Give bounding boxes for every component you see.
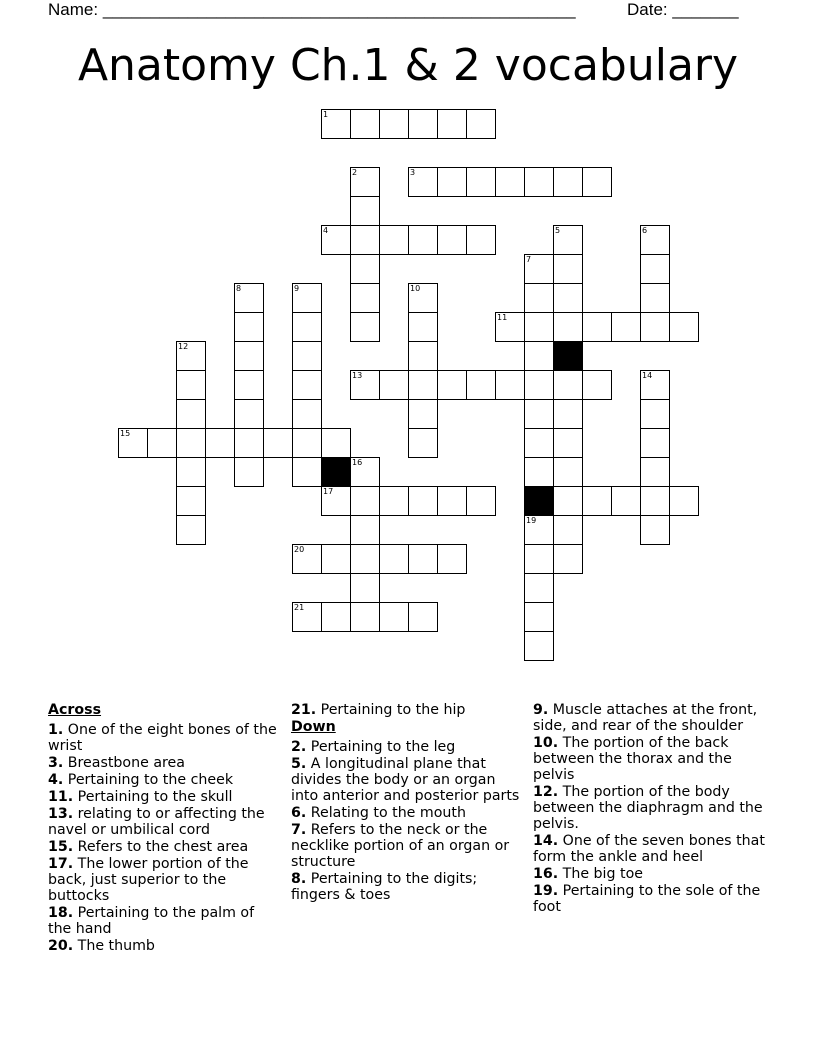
clue-number: 5 <box>555 226 561 235</box>
grid-cell[interactable] <box>350 544 380 574</box>
clue-item-number: 6. <box>291 805 307 821</box>
grid-cell[interactable] <box>524 341 554 371</box>
clue-item-number: 3. <box>48 755 64 771</box>
grid-cell[interactable] <box>640 312 670 342</box>
name-line: __________________________________________________ <box>102 0 576 19</box>
grid-cell[interactable] <box>234 312 264 342</box>
clue-item-number: 2. <box>291 739 307 755</box>
clue-item-number: 8. <box>291 871 307 887</box>
date-line: _______ <box>672 0 739 19</box>
grid-cell[interactable] <box>408 428 438 458</box>
clue-item-number: 20. <box>48 938 74 954</box>
clue-item <box>48 905 280 937</box>
clue-item-text: A longitudinal plane that divides the body or an organ into anterior and posterior parts <box>291 756 520 804</box>
clue-number: 14 <box>642 371 653 380</box>
clue-item <box>48 772 280 788</box>
grid-cell[interactable] <box>234 457 264 487</box>
clue-item-number: 10. <box>533 735 559 751</box>
clue-item-text: The lower portion of the back, just superior to the buttocks <box>48 856 249 904</box>
grid-cell[interactable] <box>553 515 583 545</box>
clue-item-text: One of the eight bones of the wrist <box>48 722 277 754</box>
grid-cell[interactable] <box>408 109 438 139</box>
grid-cell[interactable] <box>350 196 380 226</box>
clue-item-number: 19. <box>533 883 559 899</box>
grid-cell[interactable] <box>321 225 351 255</box>
grid-cell[interactable] <box>350 225 380 255</box>
clue-item <box>291 702 523 718</box>
grid-cell[interactable] <box>466 225 496 255</box>
grid-cell[interactable] <box>379 109 409 139</box>
page-title: Anatomy Ch.1 & 2 vocabulary <box>77 40 739 91</box>
grid-cell[interactable] <box>524 631 554 661</box>
clue-item <box>48 789 280 805</box>
grid-cell[interactable] <box>350 109 380 139</box>
clue-item <box>48 839 280 855</box>
clue-item-number: 15. <box>48 839 74 855</box>
clue-item-text: Pertaining to the digits; fingers & toes <box>291 871 478 903</box>
clue-item <box>533 883 773 915</box>
grid-cell[interactable] <box>437 370 467 400</box>
grid-cell[interactable] <box>408 167 438 197</box>
grid-cell[interactable] <box>553 457 583 487</box>
grid-cell[interactable] <box>553 225 583 255</box>
grid-cell[interactable] <box>408 225 438 255</box>
grid-cell[interactable] <box>437 225 467 255</box>
grid-cell[interactable] <box>437 167 467 197</box>
grid-cell[interactable] <box>524 167 554 197</box>
clue-item-text: The thumb <box>77 938 155 954</box>
clue-item-text: The portion of the back between the thorax and the pelvis <box>533 735 732 783</box>
clue-item-text: Relating to the mouth <box>310 805 466 821</box>
clue-item <box>48 806 280 838</box>
grid-cell[interactable] <box>118 428 148 458</box>
grid-cell[interactable] <box>379 602 409 632</box>
grid-cell[interactable] <box>524 312 554 342</box>
clue-number: 16 <box>352 458 363 467</box>
grid-cell[interactable] <box>350 515 380 545</box>
grid-cell[interactable] <box>611 312 641 342</box>
grid-cell[interactable] <box>582 486 612 516</box>
clue-number: 9 <box>294 284 300 293</box>
grid-cell[interactable] <box>350 486 380 516</box>
clue-number: 19 <box>526 516 537 525</box>
clue-section-heading: Across <box>48 702 102 718</box>
clue-item <box>533 784 773 832</box>
name-label: Name: <box>48 0 99 19</box>
clue-item-number: 17. <box>48 856 74 872</box>
grid-cell[interactable] <box>176 428 206 458</box>
grid-cell[interactable] <box>582 312 612 342</box>
grid-cell[interactable] <box>379 544 409 574</box>
grid-cell[interactable] <box>350 602 380 632</box>
clue-item-number: 4. <box>48 772 64 788</box>
clue-item <box>48 938 280 954</box>
grid-cell[interactable] <box>234 370 264 400</box>
grid-cell[interactable] <box>669 486 699 516</box>
grid-cell[interactable] <box>147 428 177 458</box>
black-cell <box>321 457 351 487</box>
clue-item-text: Pertaining to the sole of the foot <box>533 883 761 915</box>
grid-cell[interactable] <box>640 515 670 545</box>
clue-item <box>533 833 773 865</box>
grid-cell[interactable] <box>408 283 438 313</box>
clue-item-text: Pertaining to the hip <box>320 702 466 718</box>
grid-cell[interactable] <box>466 109 496 139</box>
grid-cell[interactable] <box>234 283 264 313</box>
clue-number: 12 <box>178 342 189 351</box>
grid-cell[interactable] <box>437 544 467 574</box>
clue-number: 10 <box>410 284 421 293</box>
grid-cell[interactable] <box>640 457 670 487</box>
clue-number: 3 <box>410 168 416 177</box>
grid-cell[interactable] <box>408 544 438 574</box>
date-label: Date: <box>627 0 668 19</box>
grid-cell[interactable] <box>176 515 206 545</box>
grid-cell[interactable] <box>379 486 409 516</box>
clues-column-2 <box>291 702 523 904</box>
grid-cell[interactable] <box>611 486 641 516</box>
clue-item <box>48 722 280 754</box>
grid-cell[interactable] <box>553 167 583 197</box>
grid-cell[interactable] <box>408 486 438 516</box>
clue-item-number: 9. <box>533 702 549 718</box>
grid-cell[interactable] <box>292 544 322 574</box>
grid-cell[interactable] <box>292 283 322 313</box>
clue-item-text: Pertaining to the leg <box>310 739 456 755</box>
grid-cell[interactable] <box>292 428 322 458</box>
clue-number: 18 <box>526 487 537 496</box>
clues-column-3 <box>533 702 773 916</box>
grid-cell[interactable] <box>524 457 554 487</box>
clue-item-number: 11. <box>48 789 74 805</box>
clue-item <box>291 871 523 903</box>
grid-cell[interactable] <box>234 399 264 429</box>
grid-cell[interactable] <box>263 428 293 458</box>
grid-cell[interactable] <box>669 312 699 342</box>
clue-number: 21 <box>294 603 305 612</box>
grid-cell[interactable] <box>524 283 554 313</box>
clue-item <box>291 739 523 755</box>
clue-item <box>48 755 280 771</box>
grid-cell[interactable] <box>234 428 264 458</box>
clue-item <box>533 702 773 734</box>
grid-cell[interactable] <box>553 399 583 429</box>
grid-cell[interactable] <box>205 428 235 458</box>
clue-item-text: Refers to the neck or the necklike portion of an organ or structure <box>291 822 510 870</box>
grid-cell[interactable] <box>234 341 264 371</box>
grid-cell[interactable] <box>176 399 206 429</box>
grid-cell[interactable] <box>640 399 670 429</box>
clue-item-number: 7. <box>291 822 307 838</box>
grid-cell[interactable] <box>321 544 351 574</box>
clue-item-number: 13. <box>48 806 74 822</box>
clue-item <box>291 805 523 821</box>
grid-cell[interactable] <box>553 370 583 400</box>
clues-column-1 <box>48 702 280 955</box>
grid-cell[interactable] <box>553 486 583 516</box>
grid-cell[interactable] <box>437 109 467 139</box>
clue-item <box>291 756 523 804</box>
grid-cell[interactable] <box>292 399 322 429</box>
clue-number: 6 <box>642 226 648 235</box>
clue-item-text: Pertaining to the cheek <box>67 772 234 788</box>
grid-cell[interactable] <box>553 428 583 458</box>
grid-cell[interactable] <box>321 428 351 458</box>
grid-cell[interactable] <box>176 457 206 487</box>
grid-cell[interactable] <box>408 341 438 371</box>
grid-cell[interactable] <box>408 370 438 400</box>
grid-cell[interactable] <box>292 457 322 487</box>
grid-cell[interactable] <box>350 573 380 603</box>
grid-cell[interactable] <box>408 399 438 429</box>
grid-cell[interactable] <box>524 254 554 284</box>
black-cell <box>553 341 583 371</box>
grid-cell[interactable] <box>292 312 322 342</box>
grid-cell[interactable] <box>466 486 496 516</box>
clue-number: 4 <box>323 226 329 235</box>
grid-cell[interactable] <box>495 370 525 400</box>
grid-cell[interactable] <box>379 225 409 255</box>
grid-cell[interactable] <box>582 370 612 400</box>
clue-number: 8 <box>236 284 242 293</box>
grid-cell[interactable] <box>321 109 351 139</box>
clue-item <box>48 856 280 904</box>
clue-number: 7 <box>526 255 532 264</box>
clue-number: 15 <box>120 429 131 438</box>
grid-cell[interactable] <box>553 254 583 284</box>
grid-cell[interactable] <box>408 602 438 632</box>
grid-cell[interactable] <box>524 428 554 458</box>
clue-number: 20 <box>294 545 305 554</box>
clue-item-number: 1. <box>48 722 64 738</box>
grid-cell[interactable] <box>640 486 670 516</box>
clue-item-text: The portion of the body between the diaphragm and the pelvis. <box>533 784 763 832</box>
grid-cell[interactable] <box>553 544 583 574</box>
grid-cell[interactable] <box>524 370 554 400</box>
clue-number: 13 <box>352 371 363 380</box>
grid-cell[interactable] <box>524 602 554 632</box>
clue-item <box>533 735 773 783</box>
grid-cell[interactable] <box>176 370 206 400</box>
clue-item-text: The big toe <box>562 866 643 882</box>
clue-item-number: 5. <box>291 756 307 772</box>
grid-cell[interactable] <box>524 573 554 603</box>
grid-cell[interactable] <box>321 602 351 632</box>
grid-cell[interactable] <box>176 486 206 516</box>
clue-item-number: 21. <box>291 702 317 718</box>
clue-number: 11 <box>497 313 508 322</box>
grid-cell[interactable] <box>292 602 322 632</box>
clue-item-text: Breastbone area <box>67 755 185 771</box>
clue-section-heading: Down <box>291 719 336 735</box>
grid-cell[interactable] <box>350 254 380 284</box>
grid-cell[interactable] <box>292 341 322 371</box>
grid-cell[interactable] <box>582 167 612 197</box>
grid-cell[interactable] <box>321 486 351 516</box>
clue-number: 2 <box>352 168 358 177</box>
clue-item <box>291 822 523 870</box>
grid-cell[interactable] <box>176 341 206 371</box>
grid-cell[interactable] <box>495 312 525 342</box>
clue-item-number: 14. <box>533 833 559 849</box>
clue-item-text: One of the seven bones that form the ankle and heel <box>533 833 765 865</box>
grid-cell[interactable] <box>350 283 380 313</box>
grid-cell[interactable] <box>292 370 322 400</box>
grid-cell[interactable] <box>379 370 409 400</box>
clue-item-text: Pertaining to the skull <box>77 789 233 805</box>
clue-item-text: Muscle attaches at the front, side, and rear of the shoulder <box>533 702 758 734</box>
grid-cell[interactable] <box>408 312 438 342</box>
grid-cell[interactable] <box>640 225 670 255</box>
grid-cell[interactable] <box>640 283 670 313</box>
grid-cell[interactable] <box>350 167 380 197</box>
clue-item-text: Pertaining to the palm of the hand <box>48 905 255 937</box>
grid-cell[interactable] <box>640 428 670 458</box>
grid-cell[interactable] <box>350 457 380 487</box>
grid-cell[interactable] <box>350 312 380 342</box>
black-cell <box>524 486 554 516</box>
clue-item-number: 16. <box>533 866 559 882</box>
grid-cell[interactable] <box>350 370 380 400</box>
clue-item-text: relating to or affecting the navel or umbilical cord <box>48 806 265 838</box>
grid-cell[interactable] <box>524 544 554 574</box>
grid-cell[interactable] <box>640 254 670 284</box>
grid-cell[interactable] <box>553 283 583 313</box>
grid-cell[interactable] <box>437 486 467 516</box>
clue-item <box>533 866 773 882</box>
grid-cell[interactable] <box>524 399 554 429</box>
clue-item-number: 18. <box>48 905 74 921</box>
grid-cell[interactable] <box>466 370 496 400</box>
grid-cell[interactable] <box>495 167 525 197</box>
grid-cell[interactable] <box>640 370 670 400</box>
grid-cell[interactable] <box>524 515 554 545</box>
clue-item-text: Refers to the chest area <box>77 839 249 855</box>
clue-number: 17 <box>323 487 334 496</box>
clue-item-number: 12. <box>533 784 559 800</box>
grid-cell[interactable] <box>553 312 583 342</box>
grid-cell[interactable] <box>466 167 496 197</box>
clue-number: 1 <box>323 110 329 119</box>
